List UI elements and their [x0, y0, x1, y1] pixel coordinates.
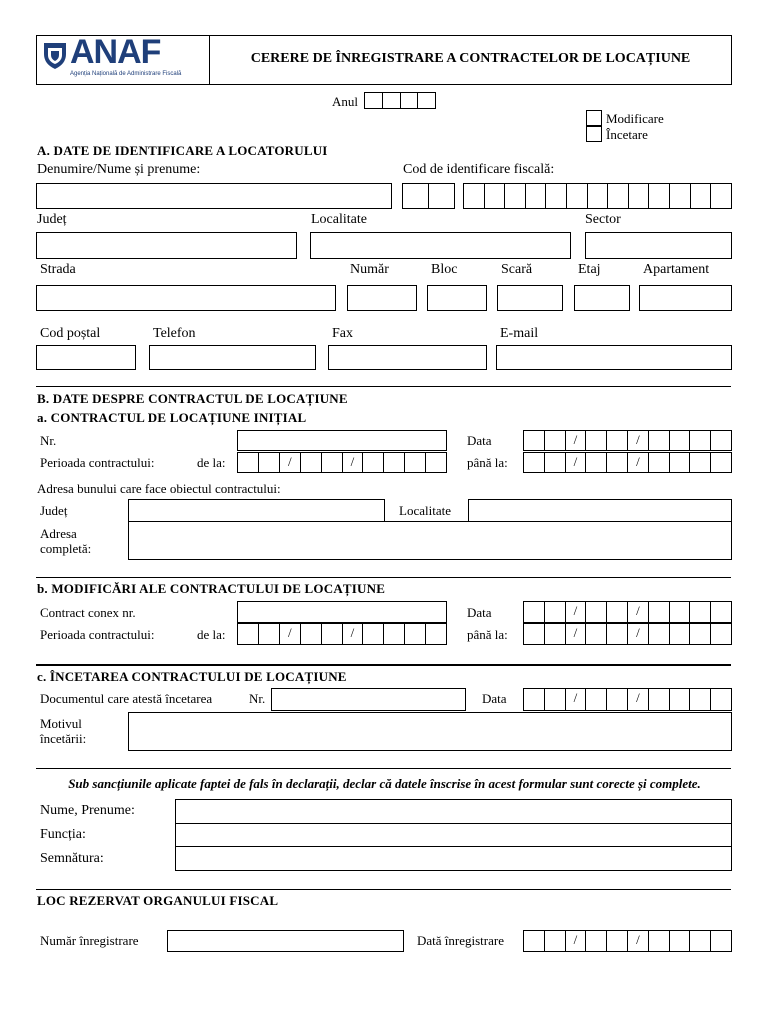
registration-number-field[interactable] — [167, 930, 404, 952]
bloc-label: Bloc — [431, 262, 458, 277]
judet-b-label: Județ — [40, 503, 68, 518]
conex-period-start-field[interactable] — [237, 623, 447, 645]
cif-label: Cod de identificare fiscală: — [403, 162, 555, 177]
period-end-field[interactable] — [523, 452, 732, 473]
pana-la-label: până la: — [467, 455, 508, 470]
data-label: Data — [467, 433, 492, 448]
adresa-bun-label: Adresa bunului care face obiectul contractului: — [37, 481, 281, 496]
registration-date-field[interactable] — [523, 930, 732, 952]
contract-conex-field[interactable] — [237, 601, 447, 623]
semnatura-label: Semnătura: — [40, 851, 104, 866]
incetare-checkbox[interactable] — [586, 126, 602, 142]
functia-label: Funcția: — [40, 827, 86, 842]
nr-c-label: Nr. — [249, 691, 266, 706]
property-judet-field[interactable] — [128, 499, 385, 522]
scara-label: Scară — [501, 262, 533, 277]
judet-field[interactable] — [36, 232, 297, 259]
functia-field[interactable] — [175, 823, 732, 847]
fax-label: Fax — [332, 326, 353, 341]
divider — [36, 768, 731, 769]
bloc-field[interactable] — [427, 285, 487, 311]
property-address-field[interactable] — [128, 521, 732, 560]
termination-reason-field[interactable] — [128, 712, 732, 751]
sector-label: Sector — [585, 212, 621, 227]
cif-field[interactable] — [463, 183, 732, 209]
divider — [36, 577, 731, 578]
logo-text: ANAF — [70, 33, 161, 71]
document-incetare-label: Documentul care atestă încetarea — [40, 691, 213, 706]
anaf-logo — [40, 33, 206, 82]
form-title: CERERE DE ÎNREGISTRARE A CONTRACTELOR DE LOCAȚIUNE — [250, 51, 691, 66]
logo-subtitle: Agenția Națională de Administrare Fiscală — [70, 71, 182, 77]
year-input[interactable] — [364, 92, 436, 109]
conex-date-field[interactable] — [523, 601, 732, 623]
motivul-label: Motivul încetării: — [40, 716, 87, 746]
section-b-title: B. DATE DESPRE CONTRACTUL DE LOCAȚIUNE — [37, 391, 348, 406]
data-c-label: Data — [482, 691, 507, 706]
pana-la-b-label: până la: — [467, 627, 508, 642]
telefon-label: Telefon — [153, 326, 196, 341]
section-b-b-title: b. MODIFICĂRI ALE CONTRACTULUI DE LOCAȚIUNE — [37, 581, 386, 596]
judet-label: Județ — [37, 212, 67, 227]
fiscal-title: LOC REZERVAT ORGANULUI FISCAL — [37, 893, 279, 908]
perioada-b-label: Perioada contractului: — [40, 627, 155, 642]
cod-postal-field[interactable] — [36, 345, 136, 370]
numar-inregistrare-label: Număr înregistrare — [40, 933, 139, 948]
etaj-field[interactable] — [574, 285, 630, 311]
localitate-field[interactable] — [310, 232, 571, 259]
de-la-b-label: de la: — [197, 627, 226, 642]
data-b-label: Data — [467, 605, 492, 620]
section-b-a-title: a. CONTRACTUL DE LOCAȚIUNE INIȚIAL — [37, 410, 307, 425]
termination-date-field[interactable] — [523, 688, 732, 711]
data-inregistrare-label: Dată înregistrare — [417, 933, 504, 948]
adresa-completa-label: Adresa completă: — [40, 526, 92, 556]
apartament-field[interactable] — [639, 285, 732, 311]
sector-field[interactable] — [585, 232, 732, 259]
divider — [36, 386, 731, 387]
cod-postal-label: Cod poștal — [40, 326, 101, 341]
year-label: Anul — [332, 94, 358, 109]
declaration-text: Sub sancțiunile aplicate faptei de fals în declarații, declar că datele înscrise în acest formular sunt corecte și complete. — [68, 776, 701, 791]
section-a-title: A. DATE DE IDENTIFICARE A LOCATORULUI — [37, 143, 328, 158]
numar-label: Număr — [350, 262, 389, 277]
name-label: Denumire/Nume și prenume: — [37, 162, 201, 177]
semnatura-field[interactable] — [175, 846, 732, 871]
email-label: E-mail — [500, 326, 539, 341]
apartament-label: Apartament — [643, 262, 710, 277]
strada-label: Strada — [40, 262, 76, 277]
numar-field[interactable] — [347, 285, 417, 311]
localitate-b-label: Localitate — [399, 503, 451, 518]
period-start-field[interactable] — [237, 452, 447, 473]
name-field[interactable] — [36, 183, 392, 209]
fax-field[interactable] — [328, 345, 487, 370]
divider — [36, 664, 731, 666]
conex-period-end-field[interactable] — [523, 623, 732, 645]
modificare-label: Modificare — [606, 111, 664, 126]
nr-label: Nr. — [40, 433, 57, 448]
de-la-label: de la: — [197, 455, 226, 470]
scara-field[interactable] — [497, 285, 563, 311]
localitate-label: Localitate — [311, 212, 367, 227]
nume-label: Nume, Prenume: — [40, 803, 135, 818]
perioada-label: Perioada contractului: — [40, 455, 155, 470]
nume-field[interactable] — [175, 799, 732, 824]
email-field[interactable] — [496, 345, 732, 370]
modificare-checkbox[interactable] — [586, 110, 602, 126]
termination-nr-field[interactable] — [271, 688, 466, 711]
telefon-field[interactable] — [149, 345, 316, 370]
contract-conex-label: Contract conex nr. — [40, 605, 136, 620]
property-localitate-field[interactable] — [468, 499, 732, 522]
section-b-c-title: c. ÎNCETAREA CONTRACTULUI DE LOCAȚIUNE — [37, 669, 347, 684]
divider — [36, 889, 731, 890]
shield-icon — [42, 40, 68, 70]
contract-nr-field[interactable] — [237, 430, 447, 451]
etaj-label: Etaj — [578, 262, 601, 277]
strada-field[interactable] — [36, 285, 336, 311]
incetare-label: Încetare — [606, 127, 648, 142]
cif-prefix-field[interactable] — [402, 183, 455, 209]
contract-date-field[interactable] — [523, 430, 732, 451]
